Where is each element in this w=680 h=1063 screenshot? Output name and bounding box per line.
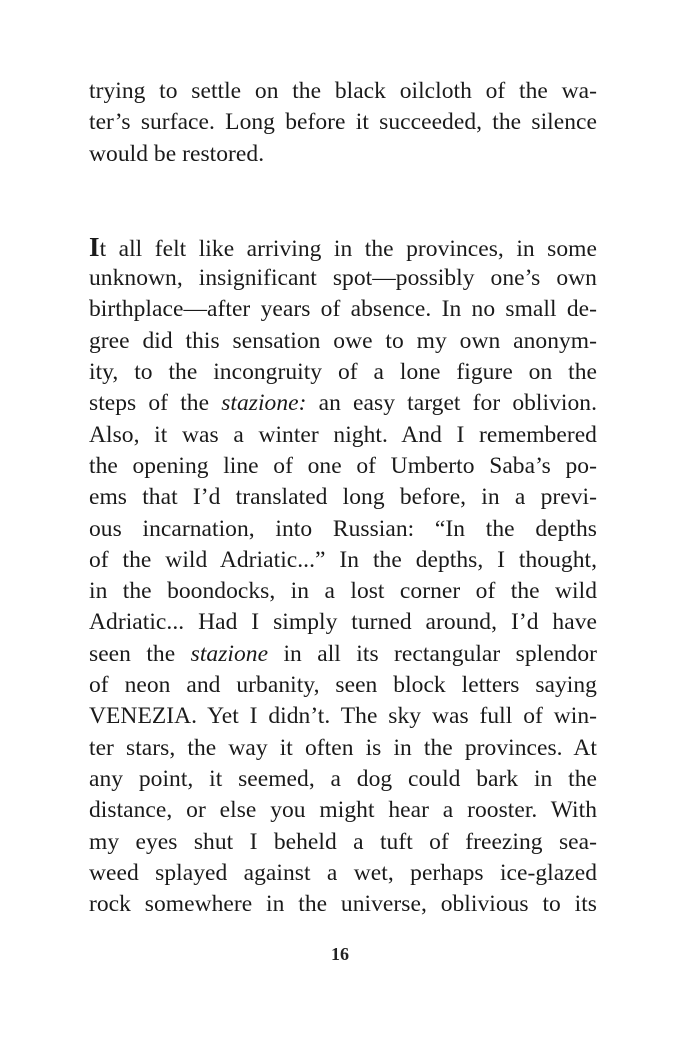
text-line: the opening line of one of Umberto Saba’s po- [89, 452, 597, 479]
text-line: my eyes shut I beheld a tuft of freezing sea- [89, 828, 597, 855]
text-line: of the wild Adriatic...” In the depths, I thought, [89, 546, 597, 573]
page-number: 16 [331, 944, 349, 964]
text-line: ter’s surface. Long before it succeeded, the silence [89, 109, 597, 136]
text-line: rock somewhere in the universe, oblivious to its [89, 891, 597, 918]
text-line: trying to settle on the black oilcloth of the wa- [89, 78, 597, 104]
text-line [89, 388, 597, 419]
text-line: ous incarnation, into Russian: “In the depths [89, 515, 597, 542]
page-body [89, 76, 597, 920]
text-line: birthplace—after years of absence. In no small de- [89, 296, 597, 323]
text-line: ter stars, the way it often is in the provinces. At [89, 734, 597, 761]
text-line: unknown, insignificant spot—possibly one’s own [89, 265, 597, 292]
text-line: of neon and urbanity, seen block letters saying [89, 672, 597, 699]
text-line: weed splayed against a wet, perhaps ice-glazed [89, 859, 597, 886]
section-break [89, 170, 597, 232]
dropcap: I [89, 231, 100, 262]
italic-word: stazione: [221, 390, 307, 417]
text-line: would be restored. [89, 140, 265, 167]
text-line: ems that I’d translated long before, in a previ- [89, 484, 597, 511]
text-line: any point, it seemed, a dog could bark in the [89, 765, 597, 792]
text-line [89, 232, 597, 263]
text-line: Also, it was a winter night. And I remembered [89, 421, 597, 448]
text-line: Adriatic... Had I simply turned around, I’d have [89, 609, 597, 636]
text-line: gree did this sensation owe to my own anonym- [89, 327, 597, 354]
text-line: VENEZIA. Yet I didn’t. The sky was full of win- [89, 703, 597, 730]
italic-word: stazione [190, 640, 269, 667]
text-span: in all its rectangular splendor [268, 640, 597, 667]
text-span: an easy target for oblivion. [306, 390, 597, 417]
text-line: ity, to the incongruity of a lone figure on the [89, 359, 597, 386]
text-span: t all felt like arriving in the provinces, in some [99, 235, 597, 262]
text-line [89, 639, 597, 670]
text-span: steps of the [89, 390, 222, 417]
text-line: distance, or else you might hear a rooster. With [89, 797, 597, 824]
text-line: in the boondocks, in a lost corner of the wild [89, 578, 597, 605]
text-span: seen the [89, 640, 191, 667]
